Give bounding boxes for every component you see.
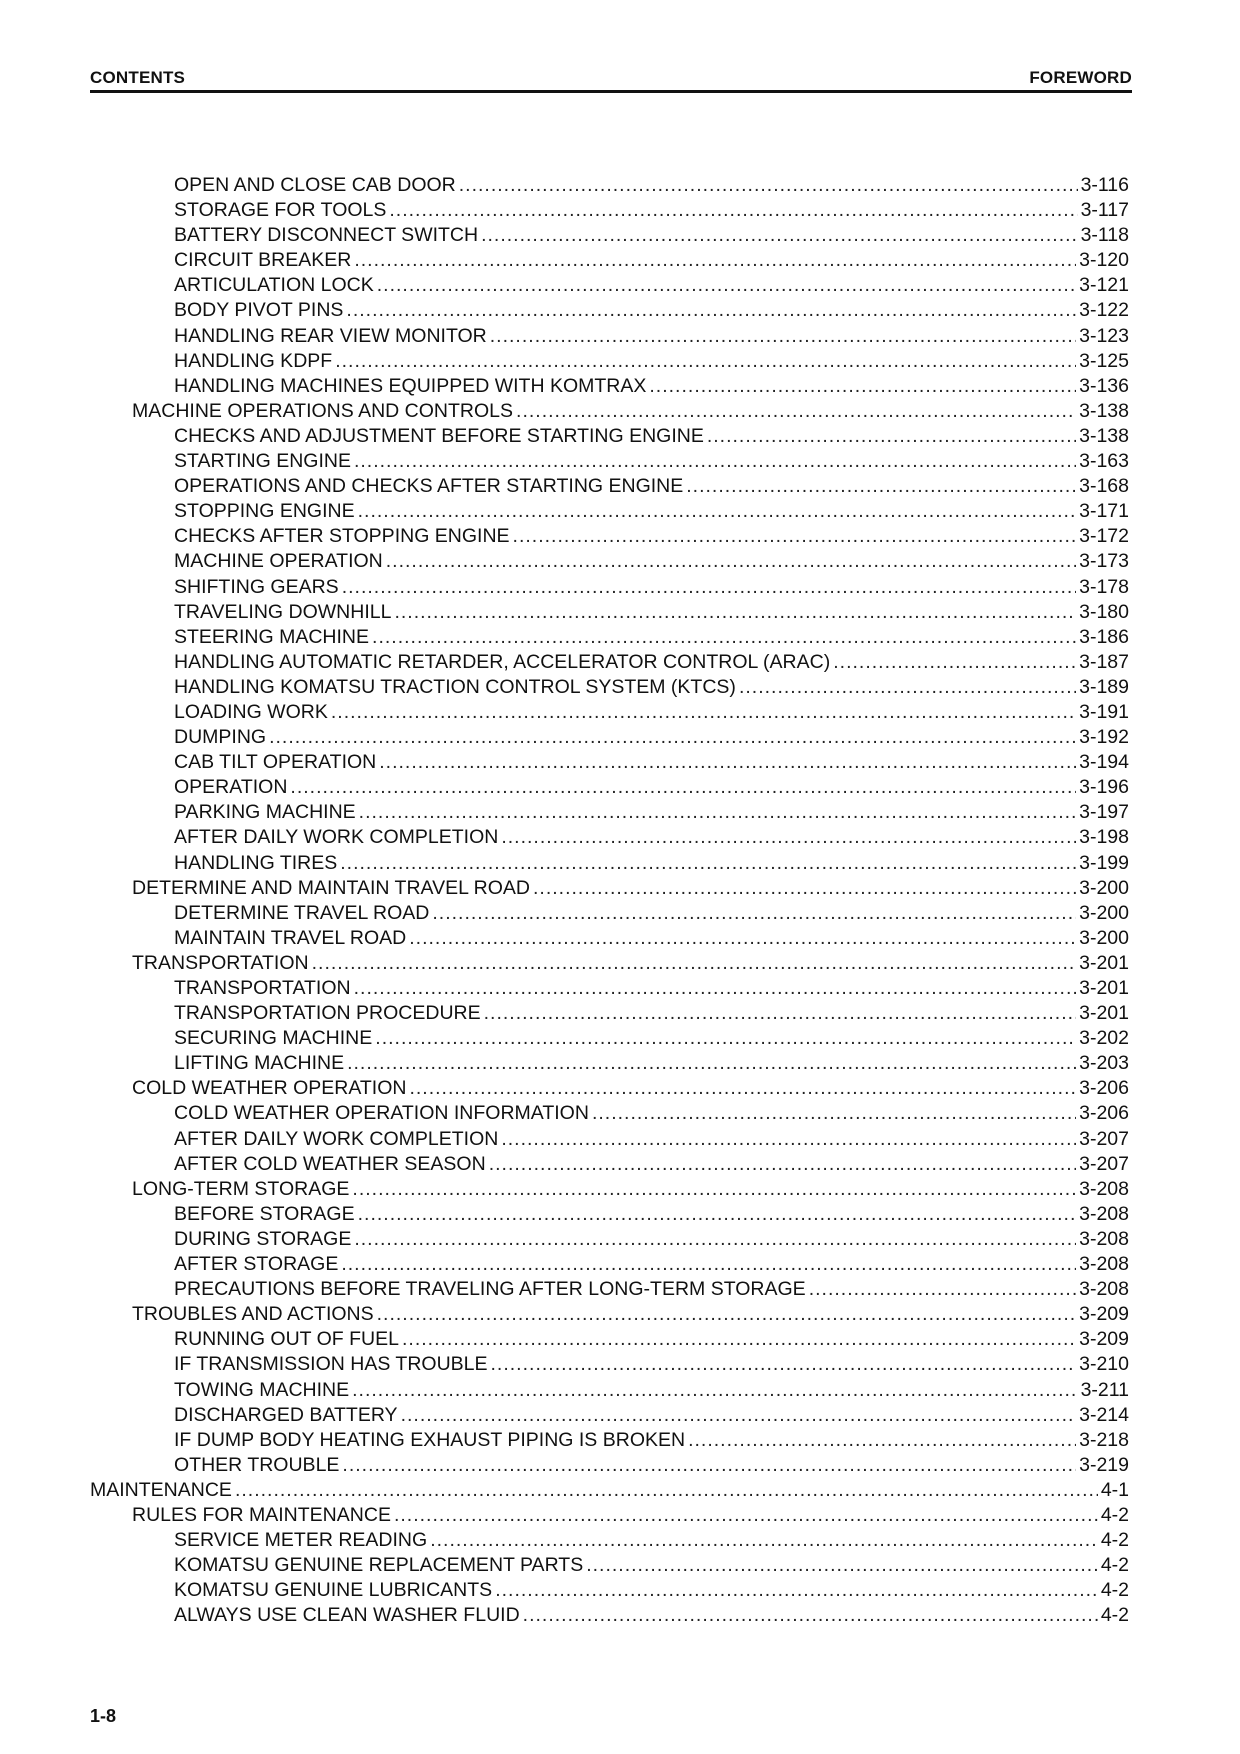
toc-leader-dots [586,1553,1098,1578]
toc-leader-dots [533,876,1076,901]
toc-entry-page: 3-206 [1079,1077,1129,1100]
toc-entry[interactable] [90,1478,1129,1503]
toc-entry[interactable] [90,1026,1129,1051]
toc-entry[interactable] [90,223,1129,248]
toc-leader-dots [335,349,1076,374]
toc-entry-title: AFTER STORAGE [174,1253,339,1276]
toc-leader-dots [290,775,1076,800]
toc-leader-dots [707,424,1076,449]
toc-entry-page: 3-200 [1079,876,1129,899]
toc-entry-page: 3-123 [1079,324,1129,347]
toc-entry[interactable] [90,1101,1129,1126]
toc-leader-dots [394,600,1076,625]
toc-entry-page: 3-208 [1079,1278,1129,1301]
toc-entry-title: CHECKS AFTER STOPPING ENGINE [174,525,510,548]
page-header [90,66,1132,93]
toc-entry-page: 3-191 [1079,700,1129,723]
toc-entry-title: LIFTING MACHINE [174,1052,345,1075]
toc-entry-page: 3-116 [1080,174,1129,196]
toc-entry-page: 3-198 [1079,826,1129,849]
toc-entry-title: MACHINE OPERATION [174,550,383,573]
toc-entry[interactable] [90,575,1129,600]
toc-entry[interactable] [90,399,1129,424]
toc-entry[interactable] [90,1177,1129,1202]
toc-leader-dots [235,1478,1098,1503]
toc-entry-page: 3-201 [1079,1002,1129,1025]
toc-entry-page: 3-201 [1079,977,1129,999]
toc-leader-dots [375,1026,1076,1051]
toc-entry-title: HANDLING KDPF [174,349,333,372]
toc-entry-title: STEERING MACHINE [174,625,370,648]
toc-entry-title: IF TRANSMISSION HAS TROUBLE [174,1353,488,1376]
toc-leader-dots [346,298,1076,323]
header-chapter-title: FOREWORD [1029,68,1132,87]
toc-entry[interactable] [90,876,1129,901]
toc-entry-page: 3-208 [1079,1227,1129,1250]
toc-entry[interactable] [90,800,1129,825]
toc-leader-dots [432,901,1076,926]
toc-entry[interactable] [90,1152,1129,1177]
toc-entry-page: 3-209 [1079,1303,1129,1326]
toc-entry[interactable] [90,600,1129,625]
toc-entry-page: 3-178 [1079,575,1129,598]
toc-leader-dots [358,499,1077,524]
toc-leader-dots [649,374,1076,399]
toc-entry-page: 3-138 [1079,399,1129,422]
toc-entry[interactable] [90,1076,1129,1101]
toc-entry[interactable] [90,374,1129,399]
toc-entry-page: 4-2 [1100,1604,1129,1627]
toc-entry[interactable] [90,1352,1129,1377]
toc-entry-page: 3-187 [1079,650,1129,673]
toc-entry-title: MAINTENANCE [90,1478,232,1501]
toc-leader-dots [402,1327,1076,1352]
toc-entry-page: 3-214 [1079,1403,1129,1426]
toc-entry-page: 4-2 [1100,1554,1129,1577]
toc-entry[interactable] [90,675,1129,700]
toc-entry-page: 3-200 [1079,926,1129,949]
toc-entry-page: 3-200 [1079,901,1129,924]
toc-entry-title: AFTER DAILY WORK COMPLETION [174,826,499,849]
toc-leader-dots [269,725,1076,750]
header-section-title: CONTENTS [90,68,186,87]
toc-entry[interactable] [90,1603,1129,1628]
toc-leader-dots [359,800,1076,825]
toc-entry-title: OPEN AND CLOSE CAB DOOR [174,174,456,196]
toc-entry-page: 3-207 [1079,1127,1129,1150]
toc-leader-dots [379,750,1076,775]
toc-entry-page: 4-2 [1100,1529,1129,1552]
toc-leader-dots [516,399,1076,424]
toc-leader-dots [312,951,1077,976]
toc-leader-dots [484,1001,1077,1026]
toc-entry[interactable] [90,775,1129,800]
toc-entry[interactable] [90,1302,1129,1327]
toc-entry-title: MAINTAIN TRAVEL ROAD [174,926,407,949]
toc-entry-title: TRAVELING DOWNHILL [174,600,392,623]
toc-entry-title: AFTER DAILY WORK COMPLETION [174,1127,499,1150]
toc-entry-title: BATTERY DISCONNECT SWITCH [174,224,479,247]
page-number: 1-8 [90,1706,117,1726]
toc-entry-title: KOMATSU GENUINE LUBRICANTS [174,1579,493,1602]
toc-entry[interactable] [90,1051,1129,1076]
toc-entry-page: 3-208 [1079,1253,1129,1276]
toc-entry-title: OPERATION [174,776,288,799]
toc-entry-title: BODY PIVOT PINS [174,299,344,322]
toc-entry-page: 3-121 [1079,274,1129,297]
toc-entry[interactable] [90,298,1129,323]
toc-leader-dots [501,1127,1076,1152]
toc-entry-page: 3-125 [1079,349,1129,372]
toc-entry[interactable] [90,1403,1129,1428]
toc-entry[interactable] [90,273,1129,298]
toc-leader-dots [342,1453,1076,1478]
toc-entry-title: MACHINE OPERATIONS AND CONTROLS [132,399,514,422]
toc-leader-dots [481,223,1077,248]
toc-entry[interactable] [90,1553,1129,1578]
toc-entry[interactable] [90,1327,1129,1352]
toc-entry[interactable] [90,1252,1129,1277]
toc-entry-title: STOPPING ENGINE [174,500,355,523]
toc-leader-dots [513,524,1077,549]
toc-leader-dots [347,1051,1076,1076]
toc-entry-page: 3-208 [1079,1202,1129,1225]
toc-leader-dots [352,1177,1076,1202]
toc-entry[interactable] [90,1227,1129,1252]
toc-leader-dots [686,474,1076,499]
toc-leader-dots [386,549,1076,574]
toc-entry[interactable] [90,424,1129,449]
toc-entry-title: ALWAYS USE CLEAN WASHER FLUID [174,1604,520,1627]
toc-entry-page: 3-189 [1079,675,1129,698]
toc-entry-page: 3-210 [1079,1353,1129,1376]
toc-entry[interactable] [90,1277,1129,1302]
toc-entry-title: HANDLING MACHINES EQUIPPED WITH KOMTRAX [174,374,647,397]
toc-entry-title: KOMATSU GENUINE REPLACEMENT PARTS [174,1554,584,1577]
toc-entry[interactable] [90,1127,1129,1152]
toc-entry-title: DISCHARGED BATTERY [174,1403,398,1426]
toc-leader-dots [358,1202,1077,1227]
toc-entry-page: 3-211 [1080,1378,1129,1401]
toc-entry-title: HANDLING TIRES [174,851,338,874]
toc-entry-page: 3-196 [1079,776,1129,799]
toc-leader-dots [739,675,1076,700]
toc-entry-page: 3-197 [1079,801,1129,824]
toc-leader-dots [459,173,1078,198]
toc-entry-title: TOWING MACHINE [174,1378,350,1401]
toc-entry-title: TRANSPORTATION [174,977,351,999]
toc-entry-title: COLD WEATHER OPERATION INFORMATION [174,1102,589,1125]
toc-entry-title: SHIFTING GEARS [174,575,339,598]
toc-entry-title: TRANSPORTATION [132,951,309,974]
toc-entry-page: 3-208 [1079,1177,1129,1200]
toc-entry-title: OTHER TROUBLE [174,1453,340,1476]
toc-entry-page: 4-1 [1100,1478,1129,1501]
toc-entry-title: LONG-TERM STORAGE [132,1177,350,1200]
toc-leader-dots [489,1152,1076,1177]
toc-entry-title: RULES FOR MAINTENANCE [132,1503,391,1526]
toc-entry-title: PRECAUTIONS BEFORE TRAVELING AFTER LONG-TERM STORAGE [174,1278,806,1301]
toc-leader-dots [340,851,1076,876]
toc-entry-title: AFTER COLD WEATHER SEASON [174,1152,486,1175]
toc-entry-page: 3-136 [1079,374,1129,397]
toc-leader-dots [372,625,1076,650]
toc-entry[interactable] [90,324,1129,349]
toc-entry-page: 3-118 [1080,224,1129,247]
toc-leader-dots [377,1302,1076,1327]
toc-entry[interactable] [90,951,1129,976]
toc-entry[interactable] [90,1202,1129,1227]
toc-entry[interactable] [90,1503,1129,1528]
table-of-contents [90,173,1129,1628]
toc-entry-title: STORAGE FOR TOOLS [174,199,387,222]
toc-leader-dots [389,198,1077,223]
toc-entry[interactable] [90,198,1129,223]
toc-entry-title: SECURING MACHINE [174,1027,373,1050]
toc-entry-page: 3-201 [1079,951,1129,974]
toc-leader-dots [354,248,1076,273]
toc-entry-title: HANDLING KOMATSU TRACTION CONTROL SYSTEM (KTCS) [174,675,736,698]
toc-entry-title: CIRCUIT BREAKER [174,249,352,272]
toc-entry[interactable] [90,549,1129,574]
toc-entry[interactable] [90,248,1129,273]
toc-entry-page: 3-219 [1079,1453,1129,1476]
toc-entry[interactable] [90,1578,1129,1603]
toc-entry-title: LOADING WORK [174,700,328,723]
toc-entry-title: RUNNING OUT OF FUEL [174,1328,399,1351]
toc-entry-page: 3-138 [1079,424,1129,447]
toc-leader-dots [495,1578,1098,1603]
toc-entry-page: 3-173 [1079,550,1129,573]
toc-entry[interactable] [90,926,1129,951]
toc-leader-dots [409,926,1076,951]
toc-leader-dots [809,1277,1076,1302]
toc-leader-dots [377,273,1076,298]
toc-entry-page: 4-2 [1100,1579,1129,1602]
toc-entry[interactable] [90,650,1129,675]
toc-entry[interactable] [90,349,1129,374]
toc-entry-title: DURING STORAGE [174,1227,352,1250]
toc-leader-dots [354,976,1077,1001]
toc-entry-title: DUMPING [174,726,267,749]
toc-entry-page: 3-180 [1079,600,1129,623]
toc-entry[interactable] [90,700,1129,725]
toc-entry-page: 3-171 [1079,500,1129,523]
toc-leader-dots [491,1352,1077,1377]
toc-entry-page: 3-122 [1079,299,1129,322]
toc-leader-dots [331,700,1076,725]
toc-entry-title: DETERMINE TRAVEL ROAD [174,901,430,924]
toc-entry[interactable] [90,1428,1129,1453]
toc-leader-dots [394,1503,1098,1528]
toc-entry-title: CHECKS AND ADJUSTMENT BEFORE STARTING ENGINE [174,424,704,447]
toc-entry-title: TROUBLES AND ACTIONS [132,1303,374,1326]
toc-entry-title: HANDLING AUTOMATIC RETARDER, ACCELERATOR CONTROL (ARAC) [174,650,831,673]
toc-entry-page: 3-207 [1079,1152,1129,1175]
toc-entry[interactable] [90,976,1129,1001]
toc-entry-title: CAB TILT OPERATION [174,751,377,774]
toc-entry-title: PARKING MACHINE [174,801,356,824]
toc-entry-page: 3-192 [1079,726,1129,749]
toc-entry-page: 3-117 [1080,199,1129,222]
toc-entry[interactable] [90,173,1129,198]
toc-entry-title: SERVICE METER READING [174,1529,428,1552]
toc-entry-page: 3-168 [1079,475,1129,498]
toc-entry[interactable] [90,1453,1129,1478]
toc-entry-page: 3-203 [1079,1052,1129,1075]
toc-entry-title: COLD WEATHER OPERATION [132,1077,407,1100]
toc-entry[interactable] [90,1001,1129,1026]
toc-entry[interactable] [90,1378,1129,1403]
toc-entry[interactable] [90,725,1129,750]
toc-entry-page: 3-218 [1079,1428,1129,1451]
toc-entry[interactable] [90,449,1129,474]
toc-leader-dots [501,825,1076,850]
toc-entry-title: TRANSPORTATION PROCEDURE [174,1002,481,1025]
toc-entry-page: 3-194 [1079,751,1129,774]
toc-entry[interactable] [90,499,1129,524]
toc-entry[interactable] [90,750,1129,775]
toc-leader-dots [409,1076,1076,1101]
toc-entry-title: BEFORE STORAGE [174,1202,355,1225]
toc-leader-dots [352,1378,1077,1403]
toc-entry[interactable] [90,625,1129,650]
toc-leader-dots [592,1101,1076,1126]
toc-entry-page: 3-163 [1079,450,1129,473]
toc-leader-dots [401,1403,1077,1428]
toc-entry[interactable] [90,524,1129,549]
toc-leader-dots [490,324,1076,349]
toc-entry-page: 3-206 [1079,1102,1129,1125]
toc-entry-page: 3-199 [1079,851,1129,874]
toc-leader-dots [430,1528,1098,1553]
toc-entry-title: OPERATIONS AND CHECKS AFTER STARTING ENGINE [174,475,684,498]
toc-entry[interactable] [90,474,1129,499]
toc-entry[interactable] [90,825,1129,850]
toc-entry-title: DETERMINE AND MAINTAIN TRAVEL ROAD [132,876,530,899]
toc-entry-page: 3-209 [1079,1328,1129,1351]
toc-leader-dots [354,1227,1076,1252]
toc-leader-dots [833,650,1076,675]
toc-leader-dots [342,575,1076,600]
toc-entry[interactable] [90,1528,1129,1553]
toc-leader-dots [354,449,1076,474]
toc-entry[interactable] [90,901,1129,926]
toc-entry-page: 3-172 [1079,525,1129,548]
toc-entry-page: 4-2 [1100,1503,1129,1526]
toc-entry-title: ARTICULATION LOCK [174,274,374,297]
toc-entry-title: HANDLING REAR VIEW MONITOR [174,324,487,347]
toc-leader-dots [341,1252,1076,1277]
toc-entry-page: 3-186 [1079,625,1129,648]
toc-entry-title: STARTING ENGINE [174,450,351,473]
toc-entry-page: 3-120 [1079,249,1129,272]
toc-leader-dots [688,1428,1076,1453]
toc-entry-title: IF DUMP BODY HEATING EXHAUST PIPING IS BROKEN [174,1428,686,1451]
toc-leader-dots [523,1603,1098,1628]
toc-entry-page: 3-202 [1079,1027,1129,1050]
toc-entry[interactable] [90,851,1129,876]
